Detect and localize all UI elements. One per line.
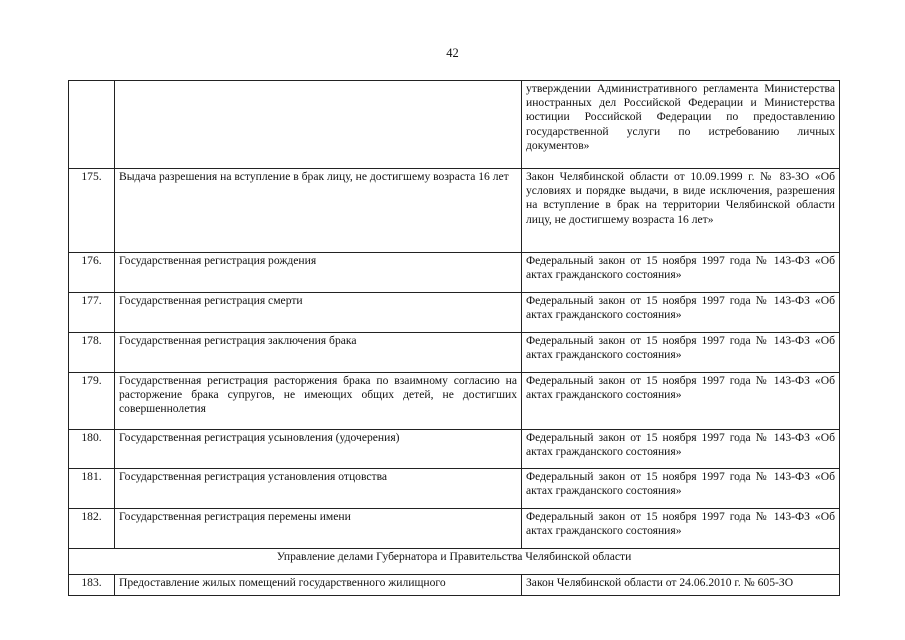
legal-basis-cell: Федеральный закон от 15 ноября 1997 года № 143-ФЗ «Об актах гражданского состояния» — [522, 469, 840, 509]
legal-basis-cell: Федеральный закон от 15 ноября 1997 года № 143-ФЗ «Об актах гражданского состояния» — [522, 253, 840, 293]
table-row — [69, 333, 840, 373]
service-name-cell — [115, 81, 522, 169]
service-name-cell: Государственная регистрация установления отцовства — [115, 469, 522, 509]
row-number-cell: 177. — [69, 293, 115, 333]
legal-basis-cell: Федеральный закон от 15 ноября 1997 года № 143-ФЗ «Об актах гражданского состояния» — [522, 293, 840, 333]
legal-basis-cell: Федеральный закон от 15 ноября 1997 года № 143-ФЗ «Об актах гражданского состояния» — [522, 509, 840, 549]
row-number-cell: 178. — [69, 333, 115, 373]
page-number: 42 — [446, 46, 459, 60]
row-number-cell: 183. — [69, 575, 115, 596]
table-row — [69, 253, 840, 293]
table-row — [69, 430, 840, 469]
table-row — [69, 469, 840, 509]
section-header-row — [69, 549, 840, 575]
legal-basis-cell: Федеральный закон от 15 ноября 1997 года № 143-ФЗ «Об актах гражданского состояния» — [522, 373, 840, 430]
service-name-cell: Государственная регистрация рождения — [115, 253, 522, 293]
row-number-cell: 181. — [69, 469, 115, 509]
table-row — [69, 293, 840, 333]
service-name-cell — [115, 575, 522, 596]
legal-basis-cell — [522, 575, 840, 596]
legal-basis-cell: Федеральный закон от 15 ноября 1997 года № 143-ФЗ «Об актах гражданского состояния» — [522, 430, 840, 469]
section-header: Управление делами Губернатора и Правительства Челябинской области — [69, 549, 840, 575]
legal-basis-cell: утверждении Административного регламента Министерства иностранных дел Российской Федерации и Министерства юстиции Российской Федерации по предоставлению государственной услуги по истребованию личных документов» — [522, 81, 840, 169]
service-name-cell: Государственная регистрация смерти — [115, 293, 522, 333]
service-name-text: Предоставление жилых помещений государственного жилищного — [119, 576, 446, 589]
table-row-continued — [69, 81, 840, 169]
legal-basis-cell: Федеральный закон от 15 ноября 1997 года № 143-ФЗ «Об актах гражданского состояния» — [522, 333, 840, 373]
service-name-cell: Государственная регистрация усыновления (удочерения) — [115, 430, 522, 469]
legal-basis-text: Закон Челябинской области от 24.06.2010 г. № 605-ЗО — [526, 576, 794, 589]
row-number-cell: 176. — [69, 253, 115, 293]
services-table — [68, 80, 840, 596]
service-name-cell: Государственная регистрация заключения брака — [115, 333, 522, 373]
service-name-cell: Выдача разрешения на вступление в брак лицу, не достигшему возраста 16 лет — [115, 169, 522, 253]
service-name-cell: Государственная регистрация расторжения брака по взаимному согласию на расторжение брака супругов, не имеющих общих детей, не достигших совершеннолетия — [115, 373, 522, 430]
row-number-cell — [69, 81, 115, 169]
row-number-cell: 182. — [69, 509, 115, 549]
row-number-cell: 175. — [69, 169, 115, 253]
table-row — [69, 509, 840, 549]
row-number-cell: 180. — [69, 430, 115, 469]
service-name-cell: Государственная регистрация перемены имени — [115, 509, 522, 549]
table-row — [69, 575, 840, 596]
table-row — [69, 169, 840, 253]
table-row — [69, 373, 840, 430]
legal-basis-cell: Закон Челябинской области от 10.09.1999 г. № 83-ЗО «Об условиях и порядке выдачи, в виде исключения, разрешения на вступление в брак на территории Челябинской области лицу, не достигшему возраста 16 лет» — [522, 169, 840, 253]
row-number-cell: 179. — [69, 373, 115, 430]
